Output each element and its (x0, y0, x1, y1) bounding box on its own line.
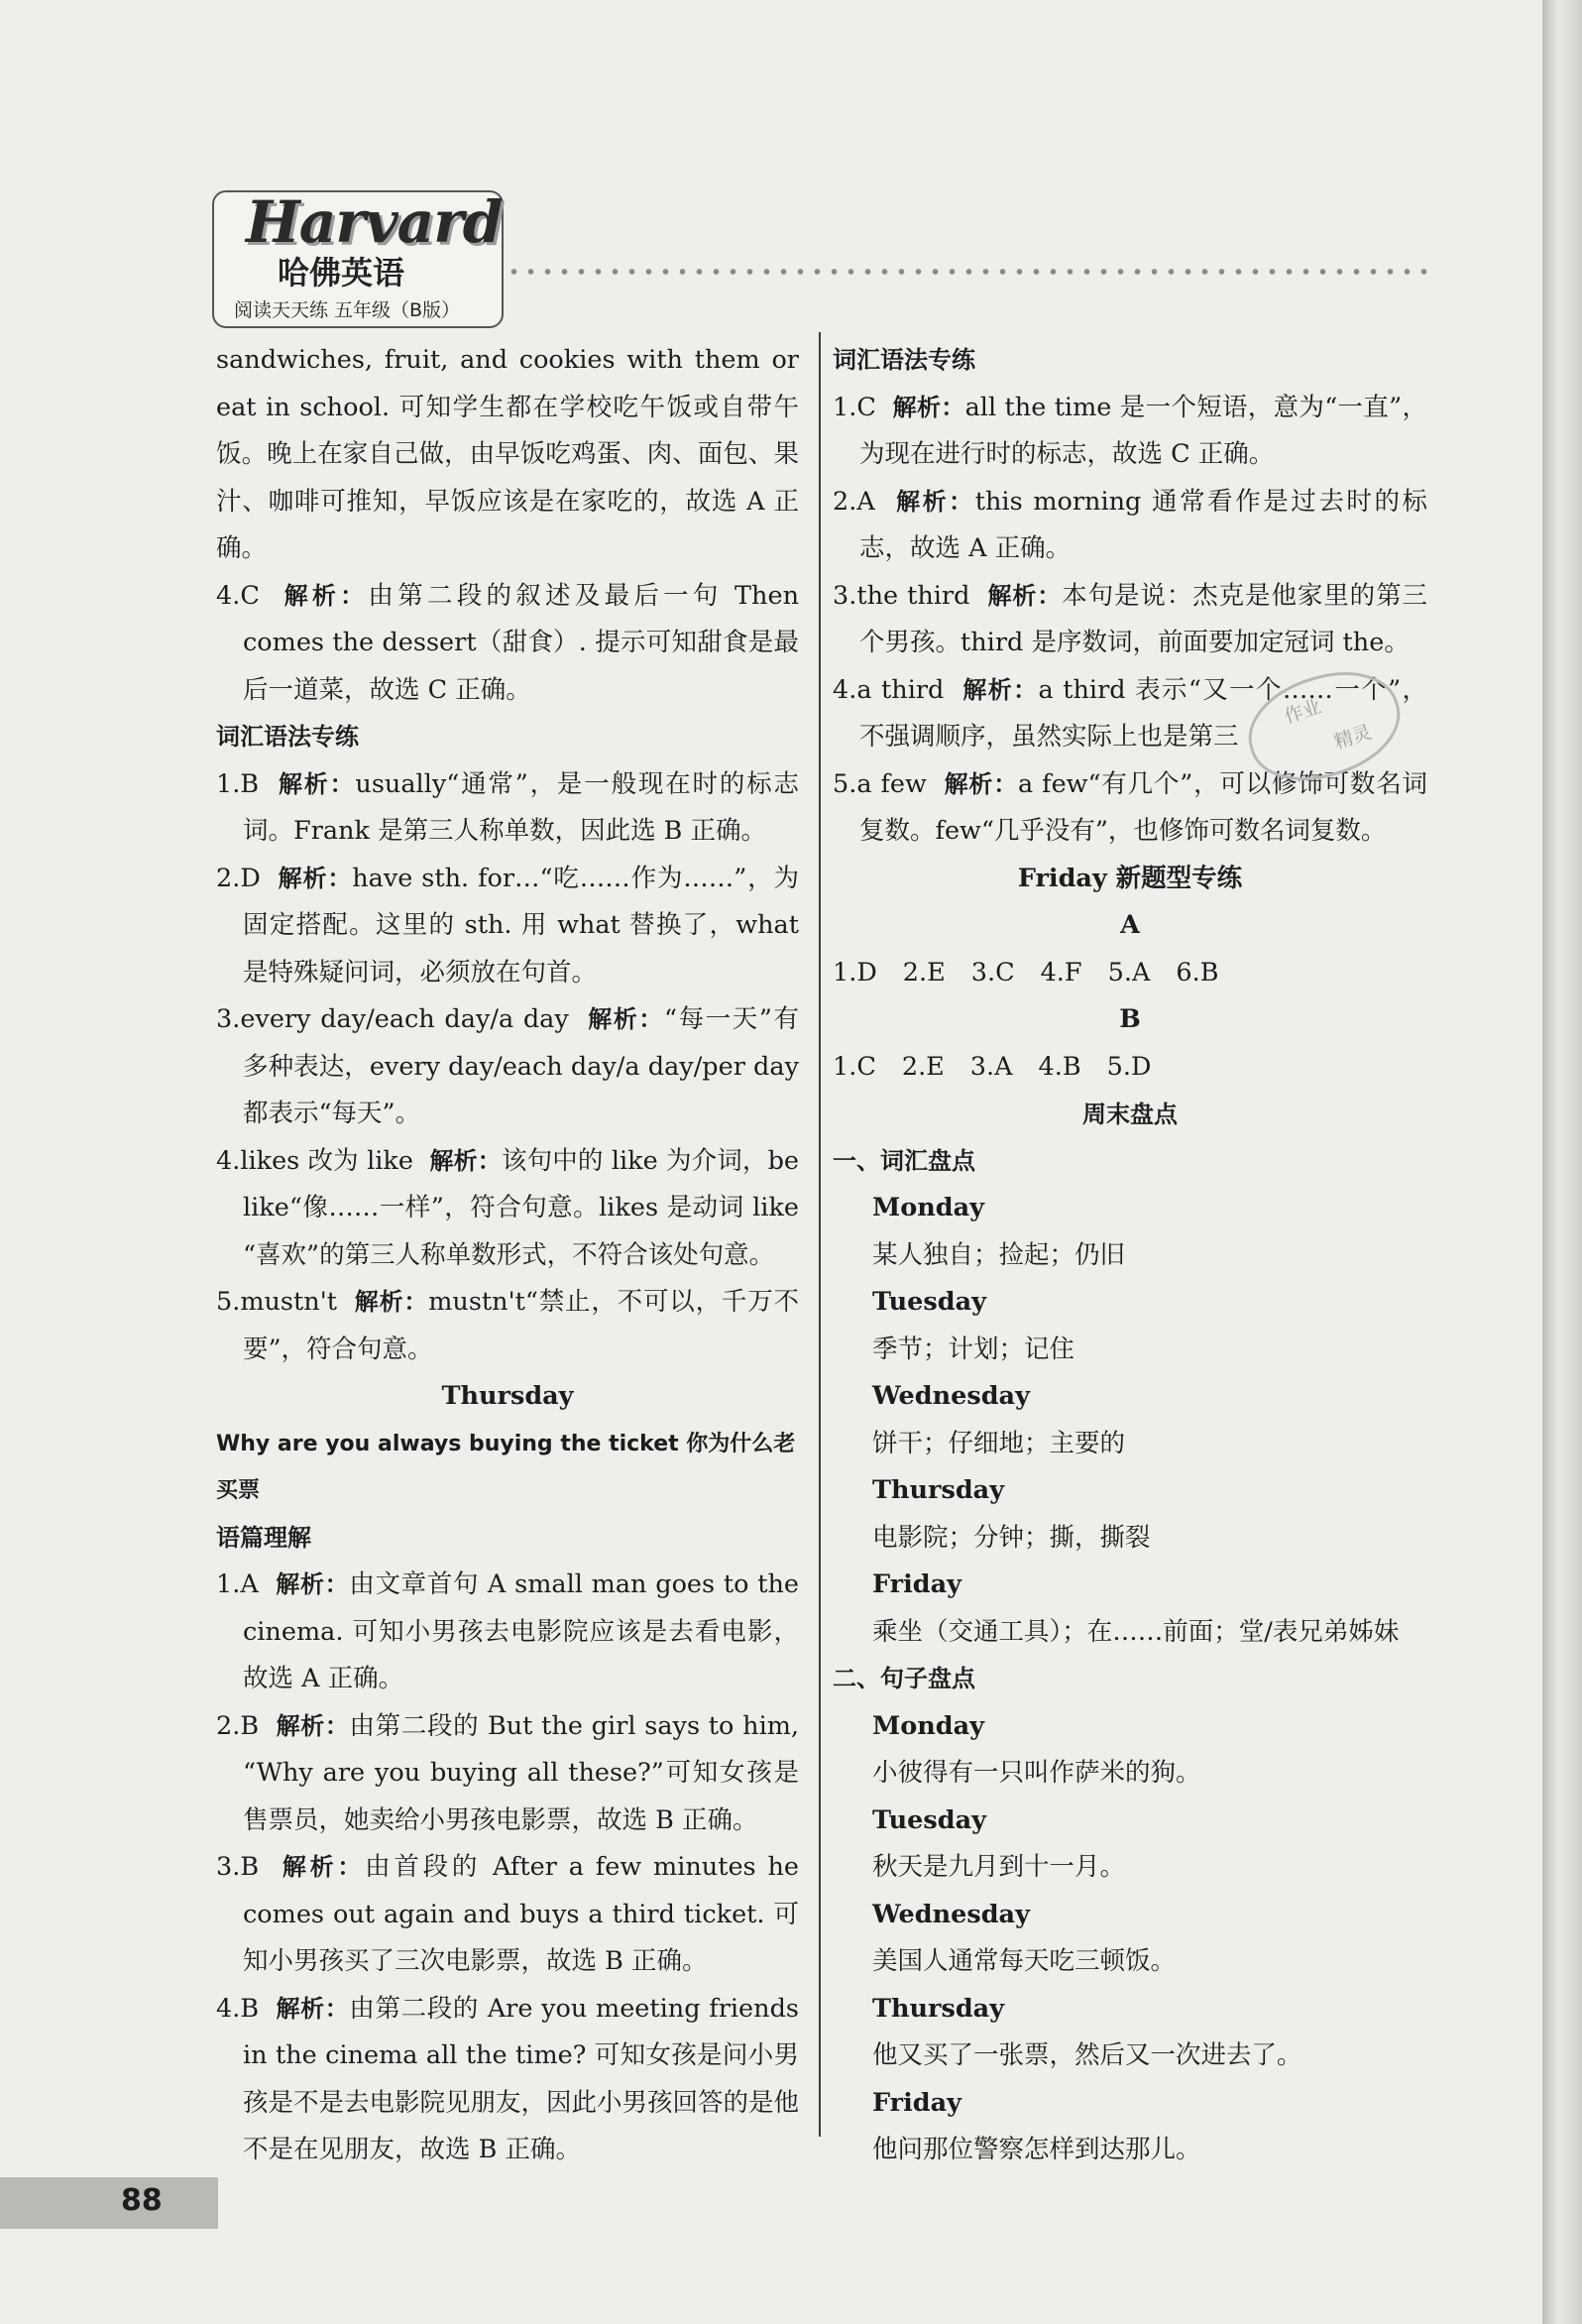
analysis-label: 解析： (896, 487, 975, 516)
analysis-label: 解析： (276, 1570, 350, 1598)
analysis-text: 该句中的 like 为介词，be like“像……一样”，符合句意。likes 是动词 like “喜欢”的第三人称单数形式，不符合该处句意。 (243, 1145, 800, 1270)
analysis-text: 由第二段的 But the girl says to him, “Why are you buying all these?”可知女孩是售票员，她卖给小男孩电影票，故选 B 正确。 (243, 1710, 800, 1835)
review-text: 乘坐（交通工具）；在……前面；堂/表兄弟姊妹 (872, 1616, 1400, 1647)
answer-number: 3.every day/each day/a day (216, 1004, 569, 1034)
review-text: 某人独自；捡起；仍旧 (872, 1239, 1126, 1270)
sentence-review-heading: 二、句子盘点 (833, 1665, 975, 1692)
answer-number: 3.B (216, 1852, 260, 1882)
left-column (216, 337, 799, 2174)
day-label: Tuesday (872, 1287, 986, 1317)
answer-item (216, 1138, 799, 1280)
right-column (833, 337, 1427, 2174)
answer-item (833, 573, 1427, 667)
analysis-text: 本句是说：杰克是他家里的第三个男孩。third 是序数词，前面要加定冠词 the。 (859, 580, 1427, 657)
story-title: Why are you always buying the ticket 你为什么老买票 (216, 1431, 796, 1503)
review-text: 秋天是九月到十一月。 (872, 1852, 1126, 1882)
review-text: 电影院；分钟；撕，撕裂 (872, 1522, 1151, 1553)
review-text: 他问那位警察怎样到达那儿。 (872, 2135, 1201, 2164)
review-text: 季节；计划；记住 (872, 1334, 1075, 1364)
answer-item (216, 761, 799, 856)
answer-number: 1.B (216, 768, 260, 799)
book-edge (1542, 0, 1582, 2324)
answer-number: 2.B (216, 1710, 260, 1741)
analysis-text: a few“有几个”，可以修饰可数名词复数。few“几乎没有”，也修饰可数名词复数。 (859, 768, 1427, 846)
analysis-text: all the time 是一个短语，意为“一直”，为现在进行时的标志，故选 C 正确。 (859, 392, 1428, 469)
analysis-text: usually“通常”，是一般现在时的标志词。Frank 是第三人称单数，因此选 B 正确。 (243, 768, 799, 846)
day-label: Thursday (872, 1475, 1005, 1505)
column-divider (819, 332, 821, 2137)
analysis-text: have sth. for…“吃……作为……”，为固定搭配。这里的 sth. 用 what 替换了，what 是特殊疑问词，必须放在句首。 (243, 863, 800, 988)
answer-item (833, 479, 1427, 573)
answer-key: 1.D (833, 957, 877, 988)
day-heading: Thursday (441, 1381, 574, 1411)
answer-key: 4.B (1038, 1051, 1081, 1082)
answer-item (833, 761, 1427, 856)
analysis-label: 解析： (276, 1711, 350, 1740)
answer-number: 2.D (216, 863, 261, 893)
answer-row (833, 950, 1427, 997)
answer-key: 2.E (901, 1051, 945, 1082)
review-text: 饼干；仔细地；主要的 (872, 1428, 1126, 1458)
day-label: Monday (872, 1710, 984, 1741)
answer-item (216, 996, 799, 1138)
section-heading: 词汇语法专练 (216, 723, 359, 751)
day-label: Thursday (872, 1993, 1005, 2024)
answer-number: 4.B (216, 1993, 260, 2024)
answer-number: 4.a third (833, 674, 945, 705)
answer-key: 4.F (1040, 957, 1082, 988)
analysis-text: a third 表示“又一个……一个”，不强调顺序，虽然实际上也是第三 (859, 674, 1428, 752)
book-subtitle: 哈佛英语 (278, 254, 405, 291)
part-label: B (1119, 1004, 1141, 1034)
book-tagline: 阅读天天练 五年级（B版） (234, 299, 461, 321)
answer-number: 1.A (216, 1569, 259, 1599)
day-label: Tuesday (872, 1804, 986, 1835)
answer-item (216, 573, 799, 715)
analysis-label: 解析： (962, 675, 1039, 704)
analysis-label: 解析： (588, 1005, 664, 1033)
analysis-label: 解析： (278, 864, 353, 892)
answer-key: 5.A (1107, 957, 1151, 988)
answer-number: 1.C (833, 392, 876, 422)
answer-number: 5.a few (833, 768, 927, 799)
answer-key: 2.E (902, 957, 946, 988)
section-heading-friday: Friday 新题型专练 (1017, 863, 1243, 893)
analysis-text: mustn't“禁止，不可以，千万不要”，符合句意。 (243, 1287, 800, 1364)
section-heading: 词汇语法专练 (833, 346, 975, 374)
continued-explanation: sandwiches, fruit, and cookies with them or eat in school. 可知学生都在学校吃午饭或自带午饭。晚上在家自己做，由早饭吃鸡蛋、肉、面包、果汁、咖啡可推知，早饭应该是在家吃的，故选 A 正确。 (216, 345, 799, 563)
analysis-label: 解析： (892, 393, 965, 421)
review-text: 小彼得有一只叫作萨米的狗。 (872, 1758, 1201, 1788)
section-heading: 语篇理解 (216, 1523, 311, 1552)
day-label: Wednesday (872, 1899, 1030, 1929)
analysis-text: “每一天”有多种表达，every day/each day/a day/per day 都表示“每天”。 (243, 1004, 800, 1128)
answer-item (216, 1279, 799, 1373)
stamp-text-bottom: 精灵 (1331, 721, 1375, 754)
answer-number: 3.the third (833, 580, 970, 611)
analysis-label: 解析： (987, 581, 1063, 610)
answer-number: 2.A (833, 486, 875, 517)
analysis-text: 由第二段的叙述及最后一句 Then comes the dessert（甜食）. 提示可知甜食是最后一道菜，故选 C 正确。 (243, 580, 799, 705)
analysis-label: 解析： (276, 1994, 350, 2023)
analysis-label: 解析： (282, 1853, 366, 1881)
analysis-label: 解析： (944, 769, 1019, 798)
stamp-text-top: 作业 (1281, 695, 1324, 729)
answer-item (216, 1986, 799, 2174)
answer-key: 5.D (1106, 1051, 1152, 1082)
part-label: A (1120, 910, 1140, 940)
analysis-text: this morning 通常看作是过去时的标志，故选 A 正确。 (859, 486, 1428, 563)
day-label: Friday (872, 2087, 961, 2118)
answer-row (833, 1044, 1427, 1092)
answer-item (833, 385, 1427, 479)
answer-number: 5.mustn't (216, 1287, 337, 1317)
weekend-heading: 周末盘点 (1082, 1100, 1178, 1128)
answer-key: 3.A (969, 1051, 1013, 1082)
day-label: Friday (872, 1569, 961, 1599)
analysis-text: 由首段的 After a few minutes he comes out again and buys a third ticket. 可知小男孩买了三次电影票，故选 B 正确。 (243, 1852, 800, 1976)
answer-number: 4.C (216, 580, 260, 611)
day-label: Monday (872, 1193, 984, 1222)
answer-item (216, 1562, 799, 1703)
review-text: 美国人通常每天吃三顿饭。 (872, 1946, 1177, 1976)
answer-item (216, 1844, 799, 1986)
answer-key: 3.C (970, 957, 1015, 988)
answer-item (216, 1703, 799, 1845)
vocab-review-heading: 一、词汇盘点 (833, 1146, 975, 1175)
analysis-text: 由文章首句 A small man goes to the cinema. 可知小男孩去电影院应该是去看电影，故选 A 正确。 (243, 1569, 799, 1693)
page-number: 88 (121, 2183, 163, 2218)
brand-logo: Harvard (246, 188, 503, 256)
analysis-label: 解析： (283, 581, 369, 610)
analysis-label: 解析： (354, 1288, 429, 1316)
page-number-bar (0, 2177, 218, 2229)
answer-item (216, 856, 799, 997)
answer-number: 4.likes 改为 like (216, 1145, 413, 1176)
review-text: 他又买了一张票，然后又一次进去了。 (872, 2040, 1302, 2070)
answer-key: 1.C (833, 1051, 876, 1082)
analysis-label: 解析： (278, 769, 356, 798)
dotted-rule (506, 268, 1437, 276)
analysis-label: 解析： (429, 1146, 502, 1175)
day-label: Wednesday (872, 1381, 1030, 1411)
analysis-text: 由第二段的 Are you meeting friends in the cinema all the time? 可知女孩是问小男孩是不是去电影院见朋友，因此小男孩回答的是他不是在见朋友，故选 B 正确。 (243, 1993, 800, 2164)
answer-key: 6.B (1176, 957, 1219, 988)
